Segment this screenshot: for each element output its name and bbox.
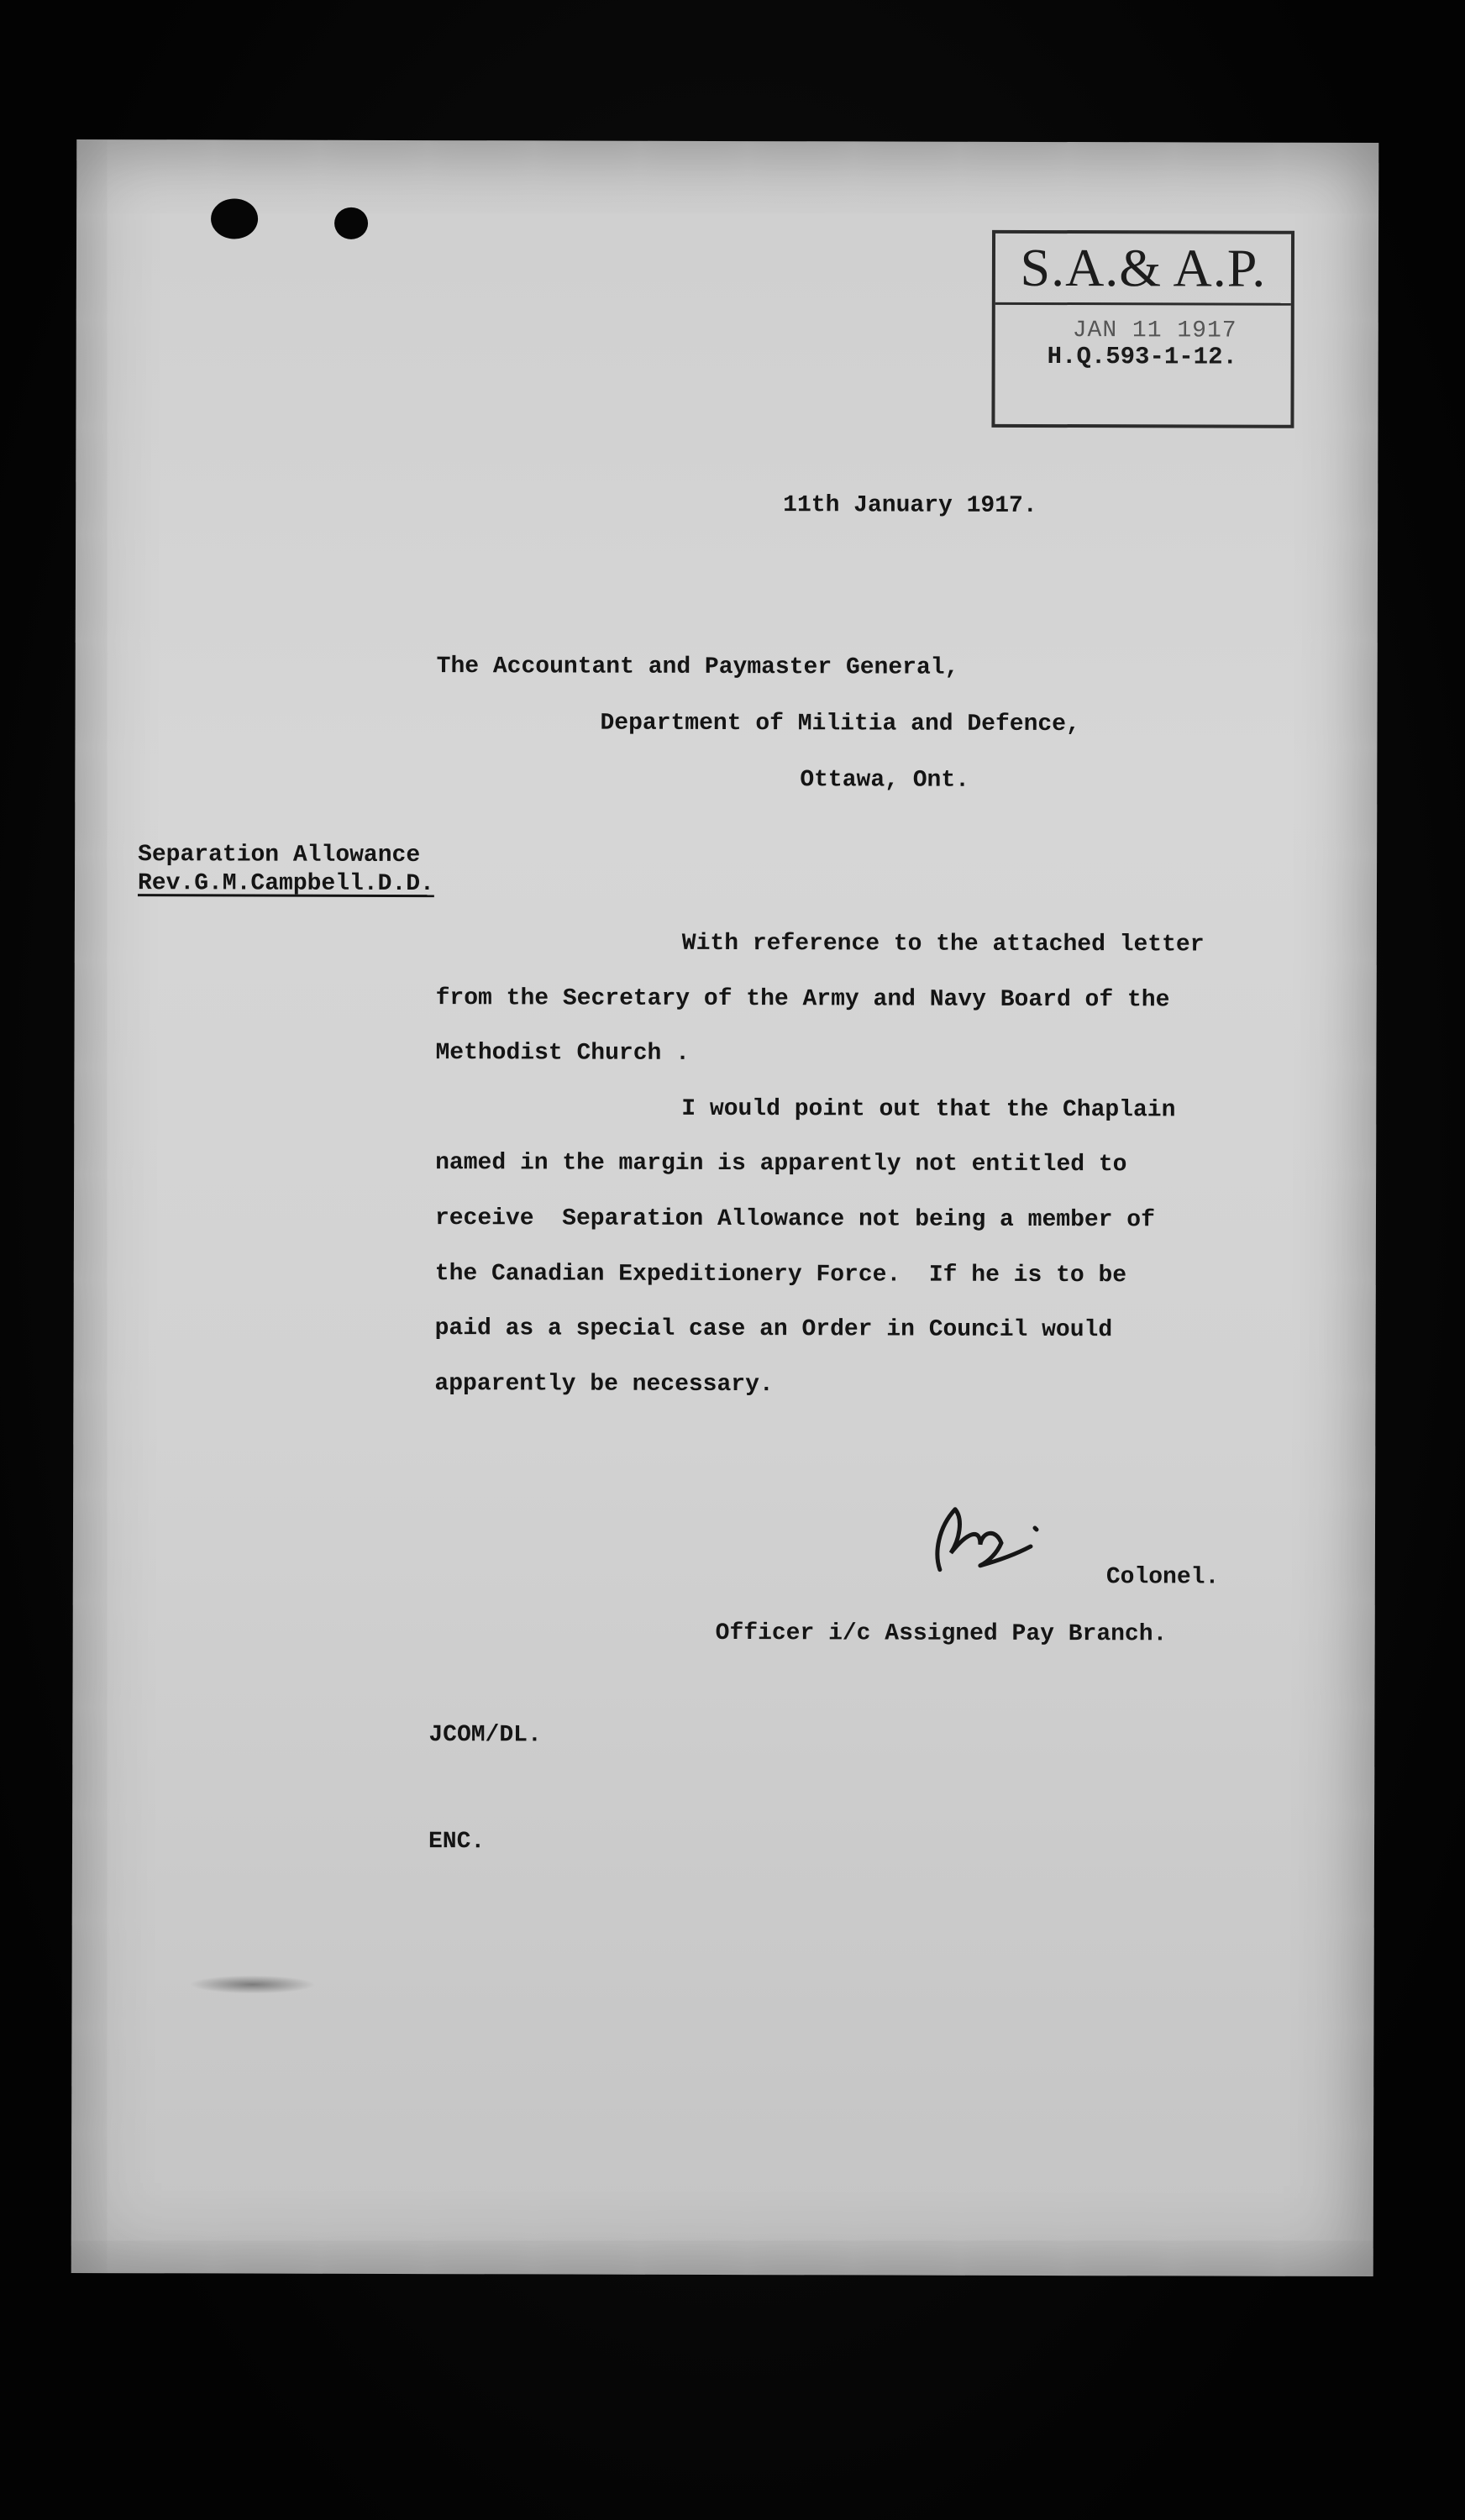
recipient-line: Department of Militia and Defence, (600, 710, 1080, 738)
body-line: With reference to the attached letter (681, 930, 1205, 958)
enclosure-note: ENC. (428, 1829, 486, 1856)
body-line: named in the margin is apparently not entitled to (435, 1150, 1127, 1179)
body-line: apparently be necessary. (434, 1371, 774, 1399)
stamp-divider (995, 302, 1291, 306)
recipient-line: Ottawa, Ont. (800, 767, 970, 794)
body-line: Methodist Church . (435, 1040, 690, 1067)
punch-hole (211, 198, 258, 239)
body-line: from the Secretary of the Army and Navy Board of the (435, 985, 1170, 1014)
stamp-date: JAN 11 1917 (1072, 318, 1237, 344)
reference-initials: JCOM/DL. (428, 1722, 542, 1749)
ink-smudge (190, 1975, 316, 1993)
margin-name: Rev.G.M.Campbell.D.D. (137, 870, 434, 898)
stamp-title: S.A.& A.P. (1020, 237, 1267, 298)
margin-subject: Separation Allowance (138, 842, 421, 869)
signature-office: Officer i/c Assigned Pay Branch. (715, 1620, 1168, 1648)
letter-page (71, 139, 1379, 2276)
file-reference: H.Q.593-1-12. (1047, 343, 1237, 371)
body-line: paid as a special case an Order in Council would (434, 1315, 1113, 1344)
letter-date: 11th January 1917. (783, 492, 1037, 519)
punch-hole (334, 207, 368, 239)
signature-title: Colonel. (1105, 1564, 1220, 1591)
handwritten-signature (922, 1494, 1048, 1578)
body-line: I would point out that the Chaplain (681, 1095, 1176, 1124)
body-line: receive Separation Allowance not being a member of (434, 1205, 1155, 1234)
recipient-line: The Accountant and Paymaster General, (436, 654, 959, 681)
received-stamp (991, 230, 1294, 428)
body-line: the Canadian Expeditionery Force. If he is to be (434, 1261, 1127, 1289)
